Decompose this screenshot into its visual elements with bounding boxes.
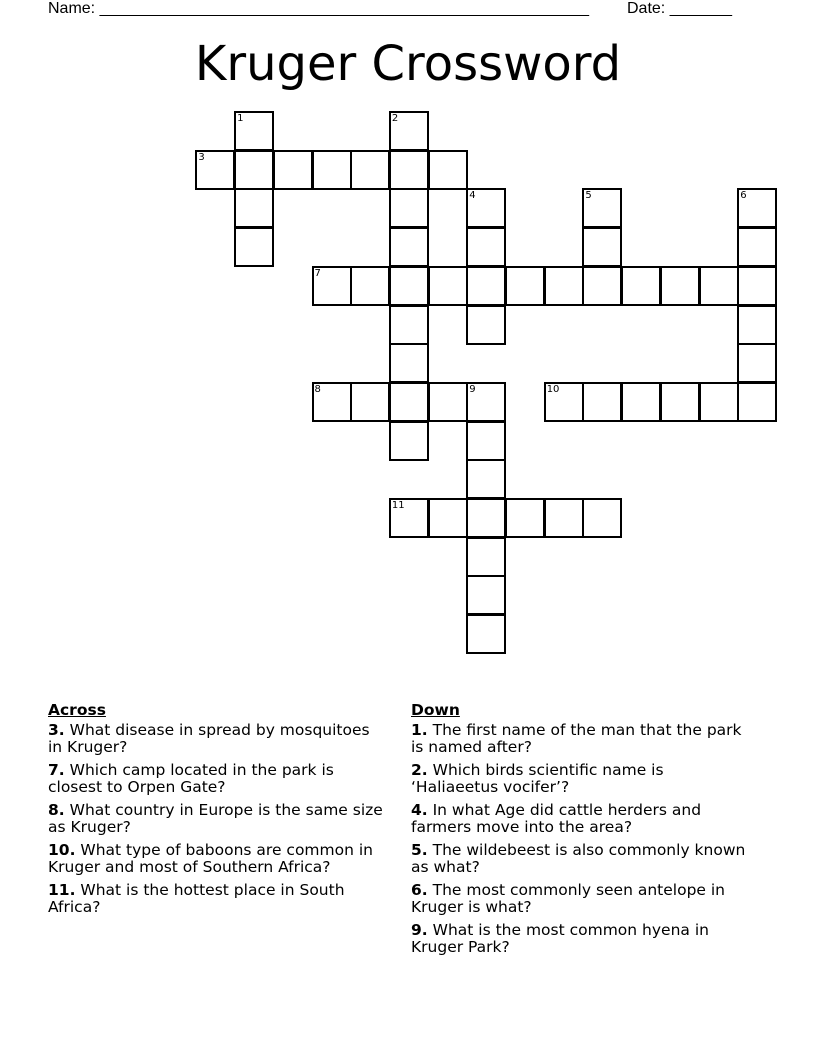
crossword-cell[interactable] xyxy=(428,150,468,190)
crossword-cell[interactable] xyxy=(389,305,429,345)
down-clue xyxy=(411,802,751,836)
across-clue xyxy=(48,802,388,836)
crossword-cell[interactable] xyxy=(582,227,622,267)
crossword-cell[interactable] xyxy=(389,382,429,422)
crossword-cell[interactable] xyxy=(428,382,468,422)
crossword-cell[interactable] xyxy=(505,266,545,306)
down-clue xyxy=(411,762,751,796)
clue-number: 11. xyxy=(48,881,76,899)
down-clue xyxy=(411,922,751,956)
clue-text: What country in Europe is the same size as Kruger? xyxy=(48,801,383,836)
name-field[interactable]: Name: _______________________________________________________ xyxy=(48,0,589,17)
crossword-cell[interactable] xyxy=(389,150,429,190)
clue-text: What disease in spread by mosquitoes in Kruger? xyxy=(48,721,370,756)
crossword-cell[interactable] xyxy=(312,382,352,422)
crossword-cell[interactable] xyxy=(582,266,622,306)
crossword-cell[interactable] xyxy=(350,266,390,306)
crossword-cell[interactable] xyxy=(389,188,429,228)
down-clue xyxy=(411,722,751,756)
cell-number: 7 xyxy=(314,267,321,279)
down-clues xyxy=(411,702,751,962)
cell-number: 8 xyxy=(314,383,321,395)
crossword-cell[interactable] xyxy=(544,382,584,422)
cell-number: 11 xyxy=(391,500,405,511)
across-clue xyxy=(48,842,388,876)
clue-number: 9. xyxy=(411,921,428,939)
crossword-cell[interactable] xyxy=(737,227,777,267)
down-heading: Down xyxy=(411,701,460,719)
crossword-cell[interactable] xyxy=(466,382,506,422)
crossword-cell[interactable] xyxy=(312,150,352,190)
clue-number: 5. xyxy=(411,841,428,859)
crossword-cell[interactable] xyxy=(660,382,700,422)
clue-number: 2. xyxy=(411,761,428,779)
cell-number: 1 xyxy=(237,113,244,124)
cell-number: 4 xyxy=(469,190,476,202)
crossword-cell[interactable] xyxy=(234,188,274,228)
crossword-cell[interactable] xyxy=(466,421,506,461)
crossword-cell[interactable] xyxy=(234,150,274,190)
clue-text: Which camp located in the park is closest to Orpen Gate? xyxy=(48,761,334,796)
clue-text: What is the most common hyena in Kruger Park? xyxy=(411,921,709,956)
cell-number: 9 xyxy=(469,383,476,395)
crossword-cell[interactable] xyxy=(466,227,506,267)
crossword-cell[interactable] xyxy=(582,498,622,538)
clue-text: What type of baboons are common in Kruger and most of Southern Africa? xyxy=(48,841,373,876)
across-heading: Across xyxy=(48,701,106,719)
clue-text: In what Age did cattle herders and farmers move into the area? xyxy=(411,801,702,836)
across-clue xyxy=(48,762,388,796)
crossword-cell[interactable] xyxy=(621,266,661,306)
crossword-cell[interactable] xyxy=(737,266,777,306)
clue-text: The wildebeest is also commonly known as what? xyxy=(411,841,746,876)
page-title: Kruger Crossword xyxy=(194,36,622,92)
cell-number: 2 xyxy=(391,113,399,124)
crossword-cell[interactable] xyxy=(466,537,506,577)
crossword-cell[interactable] xyxy=(389,498,429,538)
crossword-cell[interactable] xyxy=(428,498,468,538)
cell-number: 5 xyxy=(585,190,592,202)
clue-number: 1. xyxy=(411,721,428,739)
crossword-cell[interactable] xyxy=(350,382,390,422)
clue-number: 3. xyxy=(48,721,65,739)
crossword-cell[interactable] xyxy=(389,343,429,383)
crossword-cell[interactable] xyxy=(273,150,313,190)
cell-number: 3 xyxy=(198,151,205,163)
cell-number: 10 xyxy=(546,383,560,395)
crossword-cell[interactable] xyxy=(582,382,622,422)
crossword-cell[interactable] xyxy=(389,266,429,306)
crossword-cell[interactable] xyxy=(621,382,661,422)
clue-number: 8. xyxy=(48,801,65,819)
crossword-cell[interactable] xyxy=(234,111,274,151)
crossword-cell[interactable] xyxy=(660,266,700,306)
crossword-cell[interactable] xyxy=(466,459,506,499)
clue-number: 7. xyxy=(48,761,65,779)
crossword-cell[interactable] xyxy=(466,188,506,228)
crossword-cell[interactable] xyxy=(737,188,777,228)
crossword-cell[interactable] xyxy=(544,266,584,306)
clue-text: The most commonly seen antelope in Kruger is what? xyxy=(411,881,726,916)
crossword-cell[interactable] xyxy=(428,266,468,306)
clue-text: Which birds scientific name is ‘Haliaeetus vocifer’? xyxy=(411,761,664,796)
crossword-cell[interactable] xyxy=(466,305,506,345)
crossword-cell[interactable] xyxy=(389,111,429,151)
crossword-cell[interactable] xyxy=(234,227,274,267)
crossword-cell[interactable] xyxy=(505,498,545,538)
down-clue-list xyxy=(411,722,751,956)
clue-number: 4. xyxy=(411,801,428,819)
across-clue xyxy=(48,722,388,756)
across-clues xyxy=(48,702,388,922)
crossword-cell[interactable] xyxy=(389,227,429,267)
crossword-cell[interactable] xyxy=(582,188,622,228)
crossword-cell[interactable] xyxy=(312,266,352,306)
cell-number: 6 xyxy=(740,190,747,202)
crossword-cell[interactable] xyxy=(389,421,429,461)
across-clue-list xyxy=(48,722,388,916)
crossword-cell[interactable] xyxy=(195,150,235,190)
crossword-cell[interactable] xyxy=(466,575,506,615)
clue-number: 6. xyxy=(411,881,428,899)
down-clue xyxy=(411,842,751,876)
down-clue xyxy=(411,882,751,916)
crossword-cell[interactable] xyxy=(699,266,739,306)
crossword-cell[interactable] xyxy=(350,150,390,190)
crossword-cell[interactable] xyxy=(737,305,777,345)
crossword-cell[interactable] xyxy=(737,343,777,383)
clue-text: What is the hottest place in South Africa? xyxy=(48,881,345,916)
crossword-cell[interactable] xyxy=(737,382,777,422)
crossword-cell[interactable] xyxy=(544,498,584,538)
crossword-cell[interactable] xyxy=(699,382,739,422)
date-field[interactable]: Date: _______ xyxy=(627,0,732,17)
clue-number: 10. xyxy=(48,841,76,859)
clue-text: The first name of the man that the park is named after? xyxy=(411,721,742,756)
crossword-cell[interactable] xyxy=(466,266,506,306)
crossword-cell[interactable] xyxy=(466,614,506,654)
across-clue xyxy=(48,882,388,916)
crossword-cell[interactable] xyxy=(466,498,506,538)
